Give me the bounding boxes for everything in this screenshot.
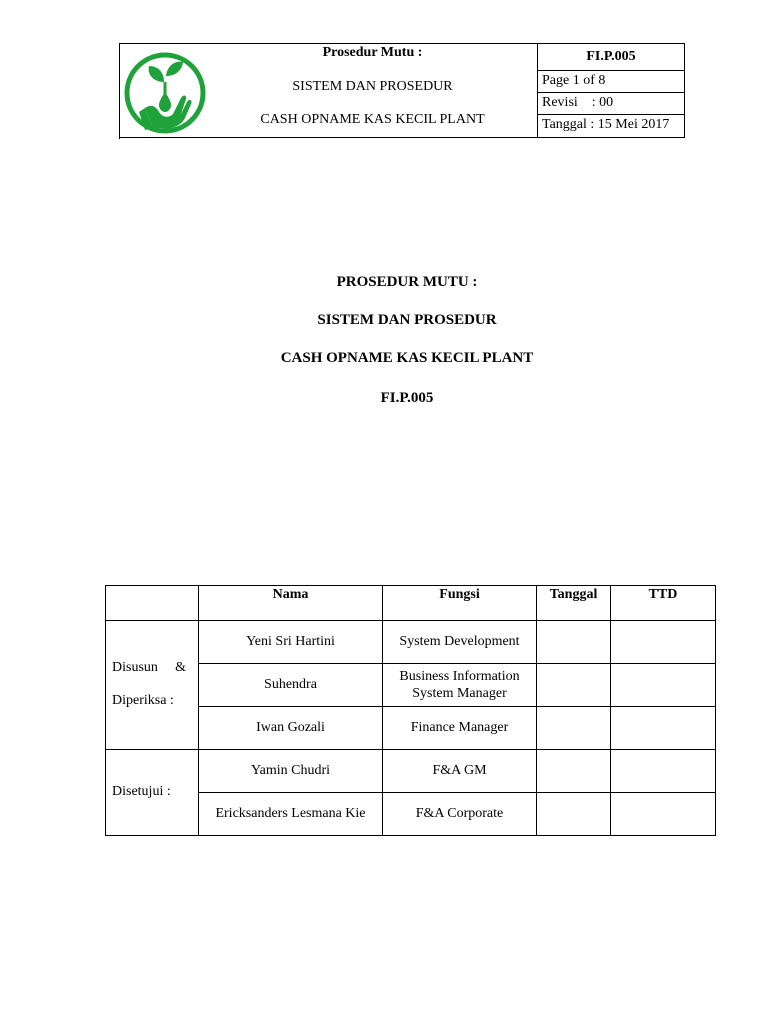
cell-ttd[interactable] [611,750,716,793]
revision-text: Revisi : 00 [542,95,614,110]
header-empty-cell [106,586,199,621]
cell-ttd[interactable] [611,707,716,750]
group-label-disetujui: Disetujui : [112,784,171,800]
document-date: Tanggal : 15 Mei 2017 [542,117,670,132]
document-code: FI.P.005 [538,44,684,71]
cell-fungsi: F&A Corporate [383,793,537,836]
main-title-line1: PROSEDUR MUTU : [336,274,478,290]
group-approved [106,750,199,836]
cell-fungsi: System Development [383,621,537,664]
group-label-ampersand: & [175,660,186,676]
page-number: Page 1 of 8 [538,71,684,93]
header-tanggal: Tanggal [537,586,611,621]
table-header-row [106,586,716,621]
header-fungsi: Fungsi [383,586,537,621]
cell-tanggal[interactable] [537,664,611,707]
cell-nama: Iwan Gozali [199,707,383,750]
main-title-code: FI.P.005 [380,390,434,406]
group-label-diperiksa: Diperiksa : [112,693,174,708]
hand-sprout-logo-icon [123,52,208,137]
table-row [106,621,716,664]
header-left-border [119,43,120,139]
cell-ttd[interactable] [611,621,716,664]
table-row [106,750,716,793]
header-ttd: TTD [611,586,716,621]
cell-fungsi [383,664,537,707]
cell-tanggal[interactable] [537,707,611,750]
main-title-line3: CASH OPNAME KAS KECIL PLANT [280,350,534,366]
header-procedure-title: CASH OPNAME KAS KECIL PLANT [260,112,485,127]
cell-fungsi-line1: Business Information [399,669,520,684]
cell-nama: Suhendra [199,664,383,707]
cell-nama: Yeni Sri Hartini [199,621,383,664]
cell-ttd[interactable] [611,793,716,836]
cell-nama: Ericksanders Lesmana Kie [199,793,383,836]
cell-fungsi: F&A GM [383,750,537,793]
cell-fungsi: Finance Manager [383,707,537,750]
header-meta-cell [537,44,684,137]
cell-tanggal[interactable] [537,621,611,664]
cell-ttd[interactable] [611,664,716,707]
cell-tanggal[interactable] [537,793,611,836]
header-title-cell [208,44,537,137]
header-nama: Nama [199,586,383,621]
approval-table [105,585,716,836]
main-title-line2: SISTEM DAN PROSEDUR [317,312,497,328]
header-doc-type: Prosedur Mutu : [322,45,423,60]
cell-nama: Yamin Chudri [199,750,383,793]
cell-fungsi-line2: System Manager [412,686,507,701]
revision-number [538,93,684,115]
group-prepared-reviewed [106,621,199,750]
document-header [120,43,685,138]
group-label-disusun: Disusun [112,660,158,676]
cell-tanggal[interactable] [537,750,611,793]
header-system-title: SISTEM DAN PROSEDUR [292,79,453,94]
